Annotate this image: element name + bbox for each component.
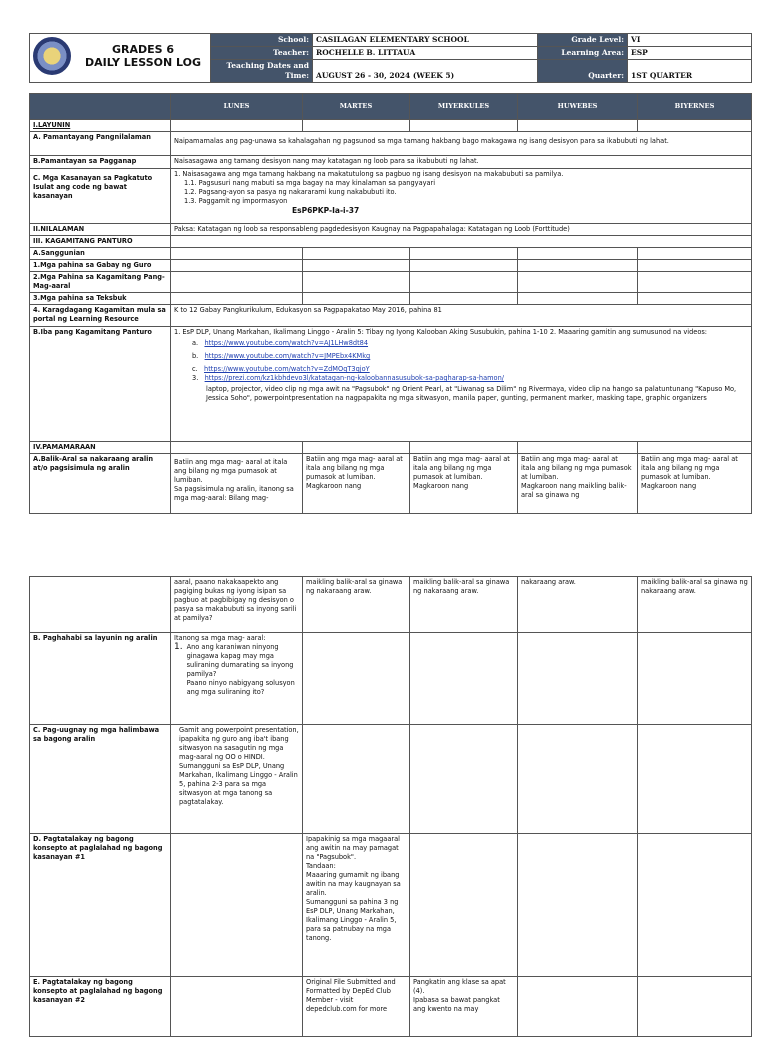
link-3-marker: 3. [192, 374, 199, 382]
area-label: Learning Area: [538, 47, 628, 60]
row-label-gabay-guro: 1.Mga pahina sa Gabay ng Guro [30, 260, 171, 272]
iba-intro: 1. EsP DLP, Unang Markahan, Ikalimang Linggo - Aralin 5: Tibay ng Iyong Kalooban Aking Susubukin, pahina 1-10 2. Maaaring gamitin ang sumusunod na videos: [174, 328, 708, 336]
pagtatalakay-2-miyerkules: Pangkatin ang klase sa apat (4). Ipabasa sa bawat pangkat ang kwento na may [410, 977, 518, 1037]
link-a-marker: a. [192, 339, 199, 347]
day-header-biyernes: BIYERNES [638, 94, 752, 120]
video-link-c[interactable]: https://www.youtube.com/watch?v=ZdMOqT3qjoY [204, 365, 370, 373]
cont-lunes: aaral, paano nakakaapekto ang pagiging bukas ng iyong isipan sa pagbuo at pagbibigay ng desisyon o pasya sa makabubuti sa inyong sarili at pamilya? [171, 577, 303, 633]
text-nilalaman: Paksa: Katatagan ng loob sa responsableng pagdedesisyon Kaugnay na Pagpapahalaga: Katatagan ng Loob (Forttitude) [171, 224, 752, 236]
cont-huwebes: nakaraang araw. [518, 577, 638, 633]
day-header-lunes: LUNES [171, 94, 303, 120]
header-table [29, 33, 752, 83]
teacher-value: ROCHELLE B. LITTAUA [313, 47, 538, 60]
prezi-link[interactable]: https://prezi.com/kz1kbhdevo3l/katatagan-ng-kaloobannasusubok-sa-pagharap-sa-hamon/ [204, 374, 504, 382]
row-label-paghahabi: B. Paghahabi sa layunin ng aralin [30, 633, 171, 725]
kasanayan-line3: 1.2. Pagsang-ayon sa pasya ng nakararami kung nakabubuti ito. [184, 188, 397, 196]
row-label-pagtatalakay-2: E. Pagtatalakay ng bagong konsepto at paglalahad ng bagong kasanayan #2 [30, 977, 171, 1037]
row-label-pamantayang-pangnilalaman: A. Pamantayang Pangnilalaman [30, 132, 171, 156]
title-line1: GRADES 6 [111, 43, 175, 56]
title-line2: DAILY LESSON LOG [84, 56, 202, 69]
day-header-blank [30, 94, 171, 120]
header-title-cell [30, 34, 211, 83]
grade-value: VI [628, 34, 752, 47]
question-marker: 1. [174, 642, 183, 652]
row-label-teksbuk: 3.Mga pahina sa Teksbuk [30, 293, 171, 305]
row-label-kagamitang-panturo: III. KAGAMITANG PANTURO [30, 236, 171, 248]
kasanayan-line2: 1.1. Pagsusuri nang mabuti sa mga bagay na may kinalaman sa pangyayari [184, 179, 436, 187]
video-link-a[interactable]: https://www.youtube.com/watch?v=AJ1LHw8dt84 [204, 339, 369, 347]
text-learning-resource: K to 12 Gabay Pangkurikulum, Edukasyon sa Pagpapakatao May 2016, pahina 81 [171, 305, 752, 327]
balik-aral-lunes: Batiin ang mga mag- aaral at itala ang bilang ng mga pumasok at lumiban. Sa pagsisimula ng aralin, itanong sa mga mag-aaral: Bilang mag- [171, 454, 303, 514]
row-label-sanggunian: A.Sanggunian [30, 248, 171, 260]
pagtatalakay-1-martes: Ipapakinig sa mga magaaral ang awitin na may pamagat na "Pagsubok". Tandaan: Maaaring gumamit ng ibang awitin na may kaugnayan sa aralin. Sumangguni sa pahina 3 ng EsP DLP, Unang Markahan, Ikalimang Linggo - Aralin 5, para sa patnubay na mga tanong. [303, 834, 410, 977]
paghahabi-intro: Itanong sa mga mag- aaral: [174, 634, 266, 642]
school-label: School: [211, 34, 313, 47]
text-kasanayan [171, 169, 752, 224]
school-value: CASILAGAN ELEMENTARY SCHOOL [313, 34, 538, 47]
materials-text: laptop, projector, video clip ng mga awit na "Pagsubok" ng Orient Pearl, at "Liwanag sa Dilim" ng Rivermaya, video clip na hango sa palatuntunang "Kapuso Mo, Jessica Soho", powerpointpresentation na nagpapakita ng mga sitwasyon, manila paper, gunting, permanent marker, masking tape, graphic organizers [206, 385, 737, 402]
row-label-pag-uugnay: C. Pag-uugnay ng mga halimbawa sa bagong aralin [30, 725, 171, 834]
teacher-label: Teacher: [211, 47, 313, 60]
row-label-kasanayan: C. Mga Kasanayan sa Pagkatuto Isulat ang code ng bawat kasanayan [30, 169, 171, 224]
row-label-balik-aral: A.Balik-Aral sa nakaraang aralin at/o pagsisimula ng aralin [30, 454, 171, 514]
pagtatalakay-2-martes: Original File Submitted and Formatted by DepEd Club Member - visit depedclub.com for more [303, 977, 410, 1037]
pag-uugnay-lunes: Gamit ang powerpoint presentation, ipapakita ng guro ang iba't ibang sitwasyon na sasagutin ng mga mag-aaral ng OO o HINDI. Sumangguni sa EsP DLP, Unang Markahan, Ikalimang Linggo - Aralin 5, pahina 2-3 para sa mga sitwasyon at mga tanong sa pagtatalakay. [171, 725, 303, 834]
grade-label: Grade Level: [538, 34, 628, 47]
area-value: ESP [628, 47, 752, 60]
day-header-martes: MARTES [303, 94, 410, 120]
cont-biyernes: maikling balik-aral sa ginawa ng nakaraang araw. [638, 577, 752, 633]
day-header-miyerkules: MIYERKULES [410, 94, 518, 120]
row-label-kagamitang-mag-aaral: 2.Mga Pahina sa Kagamitang Pang-Mag-aaral [30, 272, 171, 293]
dates-label: Teaching Dates and Time: [211, 60, 313, 83]
row-label-continued [30, 577, 171, 633]
link-c-marker: c. [192, 365, 198, 373]
text-pamantayang-pangnilalaman: Naipamamalas ang pag-unawa sa kahalagahan ng pagsunod sa mga tamang hakbang bago makagawa ng isang desisyon para sa ikabubuti ng lahat. [171, 132, 752, 156]
video-link-b[interactable]: https://www.youtube.com/watch?v=JMPEbx4KMkg [204, 352, 371, 360]
lesson-table-page2 [29, 576, 752, 1037]
section-layunin: I.LAYUNIN [30, 120, 171, 132]
lesson-table-page1 [29, 93, 752, 514]
quarter-value: 1ST QUARTER [628, 60, 752, 83]
row-label-nilalaman: II.NILALAMAN [30, 224, 171, 236]
kasanayan-line4: 1.3. Paggamit ng impormasyon [184, 197, 288, 205]
link-b-marker: b. [192, 352, 199, 360]
balik-aral-miyerkules: Batiin ang mga mag- aaral at itala ang bilang ng mga pumasok at lumiban. Magkaroon nang [410, 454, 518, 514]
cont-miyerkules: maikling balik-aral sa ginawa ng nakaraang araw. [410, 577, 518, 633]
day-header-huwebes: HUWEBES [518, 94, 638, 120]
row-label-learning-resource: 4. Karagdagang Kagamitan mula sa portal ng Learning Resource [30, 305, 171, 327]
row-label-pagtatalakay-1: D. Pagtatalakay ng bagong konsepto at paglalahad ng bagong kasanayan #1 [30, 834, 171, 977]
row-label-pamantayan-pagganap: B.Pamantayan sa Pagganap [30, 156, 171, 169]
paghahabi-question-1: Ano ang karaniwan ninyong ginagawa kapag may mga suliraning dumarating sa inyong pamilya? [186, 643, 294, 678]
dates-value: AUGUST 26 - 30, 2024 (WEEK 5) [313, 60, 538, 83]
kasanayan-code: EsP6PKP-Ia-i-37 [292, 206, 360, 215]
text-pamantayan-pagganap: Naisasagawa ang tamang desisyon nang may katatagan ng loob para sa ikabubuti ng lahat. [171, 156, 752, 169]
quarter-label: Quarter: [538, 60, 628, 83]
text-iba-pang-kagamitan [171, 327, 752, 442]
deped-seal-icon [33, 37, 71, 75]
balik-aral-huwebes: Batiin ang mga mag- aaral at itala ang bilang ng mga pumasok at lumiban. Magkaroon nang maikling balik-aral sa ginawa ng [518, 454, 638, 514]
balik-aral-biyernes: Batiin ang mga mag- aaral at itala ang bilang ng mga pumasok at lumiban. Magkaroon nang [638, 454, 752, 514]
row-label-pamamaraan: IV.PAMAMARAAN [30, 442, 171, 454]
paghahabi-question-2: Paano ninyo nabigyang solusyon ang mga suliraning ito? [186, 679, 295, 696]
cont-martes: maikling balik-aral sa ginawa ng nakaraang araw. [303, 577, 410, 633]
row-label-iba-pang-kagamitan: B.Iba pang Kagamitang Panturo [30, 327, 171, 442]
balik-aral-martes: Batiin ang mga mag- aaral at itala ang bilang ng mga pumasok at lumiban. Magkaroon nang [303, 454, 410, 514]
kasanayan-line1: 1. Naisasagawa ang mga tamang hakbang na makatutulong sa pagbuo ng isang desisyon na makabubuti sa pamilya. [174, 170, 564, 178]
paghahabi-lunes [171, 633, 303, 725]
